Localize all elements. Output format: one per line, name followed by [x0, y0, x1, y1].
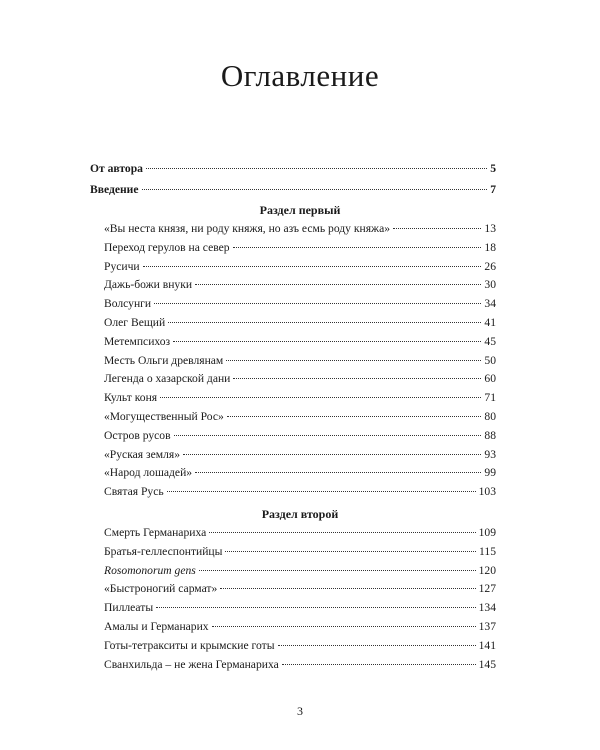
- leader-dots: [154, 303, 481, 304]
- toc-entry[interactable]: [90, 427, 496, 446]
- toc-entry-page: 99: [484, 466, 496, 480]
- toc-entry-label: Метемпсихоз: [104, 334, 171, 348]
- leader-dots: [195, 284, 481, 285]
- toc-entry-label: «Вы неста князя, ни роду княжя, но азъ есмь роду княжа»: [104, 222, 391, 235]
- toc-entry-label: Месть Ольги древлянам: [104, 353, 224, 367]
- toc-entry-page: 141: [478, 638, 496, 652]
- toc-entry-page: 71: [484, 391, 496, 405]
- toc-entry-label: Олег Вещий: [104, 315, 166, 329]
- toc-entry-page: 18: [484, 240, 496, 254]
- leader-dots: [142, 189, 488, 190]
- section-heading-first: Раздел первый: [259, 203, 341, 217]
- section-first-list: [90, 220, 496, 502]
- toc-entry-label: Русичи: [104, 259, 140, 273]
- leader-dots: [233, 247, 482, 248]
- toc-entry[interactable]: [90, 543, 496, 562]
- toc-entry[interactable]: [90, 352, 496, 371]
- toc-entry-page: 45: [484, 334, 496, 348]
- toc-entry[interactable]: [90, 618, 496, 637]
- leader-dots: [174, 435, 482, 436]
- toc-entry-label: «Народ лошадей»: [104, 466, 193, 480]
- leader-dots: [226, 360, 481, 361]
- toc-entry-page: 115: [479, 544, 496, 558]
- page-number: 3: [297, 704, 303, 718]
- toc-entry-label: Амалы и Германарих: [104, 619, 209, 633]
- toc-entry-label: Rosomonorum gens: [104, 563, 196, 577]
- toc-entry[interactable]: [90, 389, 496, 408]
- toc-entry-label: Пиллеаты: [104, 601, 154, 615]
- toc-entry-author[interactable]: [90, 158, 496, 179]
- toc-entry[interactable]: [90, 258, 496, 277]
- toc-entry[interactable]: [90, 408, 496, 427]
- leader-dots: [168, 322, 481, 323]
- toc-entry-label: Готы-тетракситы и крымские готы: [104, 638, 275, 652]
- leader-dots: [167, 491, 476, 492]
- toc-entry-page: 93: [484, 447, 496, 461]
- toc-entry[interactable]: [90, 580, 496, 599]
- leader-dots: [227, 416, 482, 417]
- toc-entry-label: «Могущественный Рос»: [104, 409, 224, 423]
- toc-entry[interactable]: [90, 370, 496, 389]
- toc-entry[interactable]: [90, 464, 496, 483]
- leader-dots: [282, 664, 476, 665]
- toc-entry-page: 127: [478, 582, 496, 596]
- section-second-list: [90, 524, 496, 674]
- toc-entry-label: Остров русов: [104, 428, 171, 442]
- toc-entry-page: 80: [484, 409, 496, 423]
- toc-entry-page: 134: [478, 601, 496, 615]
- toc-entry-page: 60: [484, 372, 496, 386]
- section-heading-second: Раздел второй: [261, 506, 339, 521]
- toc-entry[interactable]: [90, 562, 496, 581]
- leader-dots: [225, 551, 476, 552]
- toc-entry-page: 26: [484, 259, 496, 273]
- toc-entry-label: Введение: [90, 183, 139, 196]
- toc-entry-page: 120: [478, 563, 496, 577]
- leader-dots: [146, 168, 487, 169]
- toc-entry-page: 109: [478, 525, 496, 539]
- leader-dots: [156, 607, 475, 608]
- toc-entry-page: 34: [484, 297, 496, 311]
- toc-entry[interactable]: [90, 276, 496, 295]
- toc-entry-label: От автора: [90, 162, 143, 175]
- leader-dots: [212, 626, 476, 627]
- toc-entry-page: 30: [484, 278, 496, 292]
- toc-entry-page: 88: [484, 428, 496, 442]
- leader-dots: [199, 570, 476, 571]
- toc-entry-page: 50: [484, 353, 496, 367]
- toc-entry-page: 145: [478, 657, 496, 671]
- toc-entry[interactable]: [90, 446, 496, 465]
- toc-entry[interactable]: [90, 220, 496, 239]
- toc-entry-page: 137: [478, 619, 496, 633]
- leader-dots: [209, 532, 475, 533]
- toc-entry[interactable]: [90, 524, 496, 543]
- toc-entry-label: «Руская земля»: [104, 447, 180, 461]
- toc-entry[interactable]: [90, 599, 496, 618]
- table-of-contents: [90, 158, 496, 674]
- toc-entry[interactable]: [90, 333, 496, 352]
- leader-dots: [220, 588, 475, 589]
- toc-entry-label: Смерть Германариха: [104, 525, 207, 539]
- toc-entry-label: Святая Русь: [104, 485, 164, 499]
- toc-entry-page: 5: [490, 162, 496, 175]
- page-title: Оглавление: [220, 58, 380, 93]
- leader-dots: [173, 341, 481, 342]
- leader-dots: [143, 266, 482, 267]
- toc-entry[interactable]: [90, 637, 496, 656]
- toc-entry[interactable]: [90, 656, 496, 675]
- toc-entry[interactable]: [90, 295, 496, 314]
- leader-dots: [160, 397, 481, 398]
- toc-entry-label: Культ коня: [104, 391, 158, 405]
- toc-entry[interactable]: [90, 314, 496, 333]
- toc-entry-label: Переход герулов на север: [104, 240, 230, 254]
- toc-entry-page: 7: [490, 183, 496, 196]
- toc-entry[interactable]: [90, 483, 496, 502]
- toc-entry-label: Братья-геллеспонтийцы: [104, 544, 223, 558]
- leader-dots: [183, 454, 481, 455]
- toc-entry-label: Дажь-божи внуки: [104, 278, 193, 292]
- leader-dots: [195, 472, 481, 473]
- toc-entry-label: Легенда о хазарской дани: [104, 372, 231, 386]
- toc-entry-label: «Быстроногий сармат»: [104, 582, 218, 596]
- toc-entry[interactable]: [90, 239, 496, 258]
- leader-dots: [393, 228, 481, 229]
- leader-dots: [233, 378, 481, 379]
- toc-entry-page: 41: [484, 315, 496, 329]
- toc-entry-label: Волсунги: [104, 297, 152, 311]
- toc-entry-introduction[interactable]: [90, 179, 496, 200]
- toc-entry-label: Сванхильда – не жена Германариха: [104, 657, 279, 671]
- toc-entry-page: 13: [484, 222, 496, 235]
- toc-entry-page: 103: [478, 485, 496, 499]
- leader-dots: [278, 645, 476, 646]
